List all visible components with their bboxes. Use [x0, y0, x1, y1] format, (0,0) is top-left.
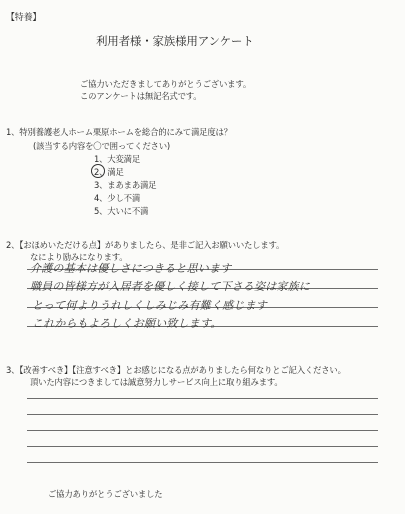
handwritten-line: 職員の皆様方が入居者を優しく接して下さる姿は家族に: [30, 280, 310, 293]
category-tag: 【特養】: [6, 13, 42, 23]
intro-anonymous-note: このアンケートは無記名式です。: [80, 91, 202, 101]
answer-line: [27, 398, 378, 399]
answer-line: [27, 430, 378, 431]
q1-option-4[interactable]: 4、少し不満: [94, 193, 141, 203]
answer-line: [27, 446, 378, 447]
q2-question: 2、【おほめいただける点】がありましたら、是非ご記入お願いいたします。: [6, 240, 285, 250]
q3-question: 3、【改善すべき】【注意すべき】とお感じになる点がありましたら何なりとご記入ください。: [6, 365, 346, 375]
intro-thanks: ご協力いただきましてありがとうございます。: [80, 79, 252, 89]
document-title: 利用者様・家族様用アンケート: [96, 34, 254, 48]
q1-option-2[interactable]: 2、満足: [94, 167, 124, 177]
q1-question: 1、特別養護老人ホーム栗原ホームを総合的にみて満足度は？: [6, 127, 232, 137]
q1-option-3[interactable]: 3、まあまあ満足: [94, 180, 157, 190]
answer-line: [27, 414, 378, 415]
answer-line: [27, 462, 378, 463]
q1-instruction: (該当する内容を〇で囲ってください): [33, 141, 170, 151]
q1-option-1[interactable]: 1、大変満足: [94, 154, 141, 164]
selected-circle-mark: [91, 164, 105, 178]
handwritten-line: これからもよろしくお願い致します。: [32, 317, 222, 330]
handwritten-line: とって何よりうれしくしみじみ有難く感じます: [32, 299, 267, 312]
footer-thanks: ご協力ありがとうございました: [48, 489, 163, 499]
q3-subtext: 頂いた内容につきましては誠意努力しサービス向上に取り組みます。: [30, 377, 283, 387]
q1-option-5[interactable]: 5、大いに不満: [94, 206, 149, 216]
handwritten-line: 介護の基本は優しさにつきると思います: [30, 262, 232, 275]
q2-subtext: なにより励みになります。: [30, 252, 128, 262]
